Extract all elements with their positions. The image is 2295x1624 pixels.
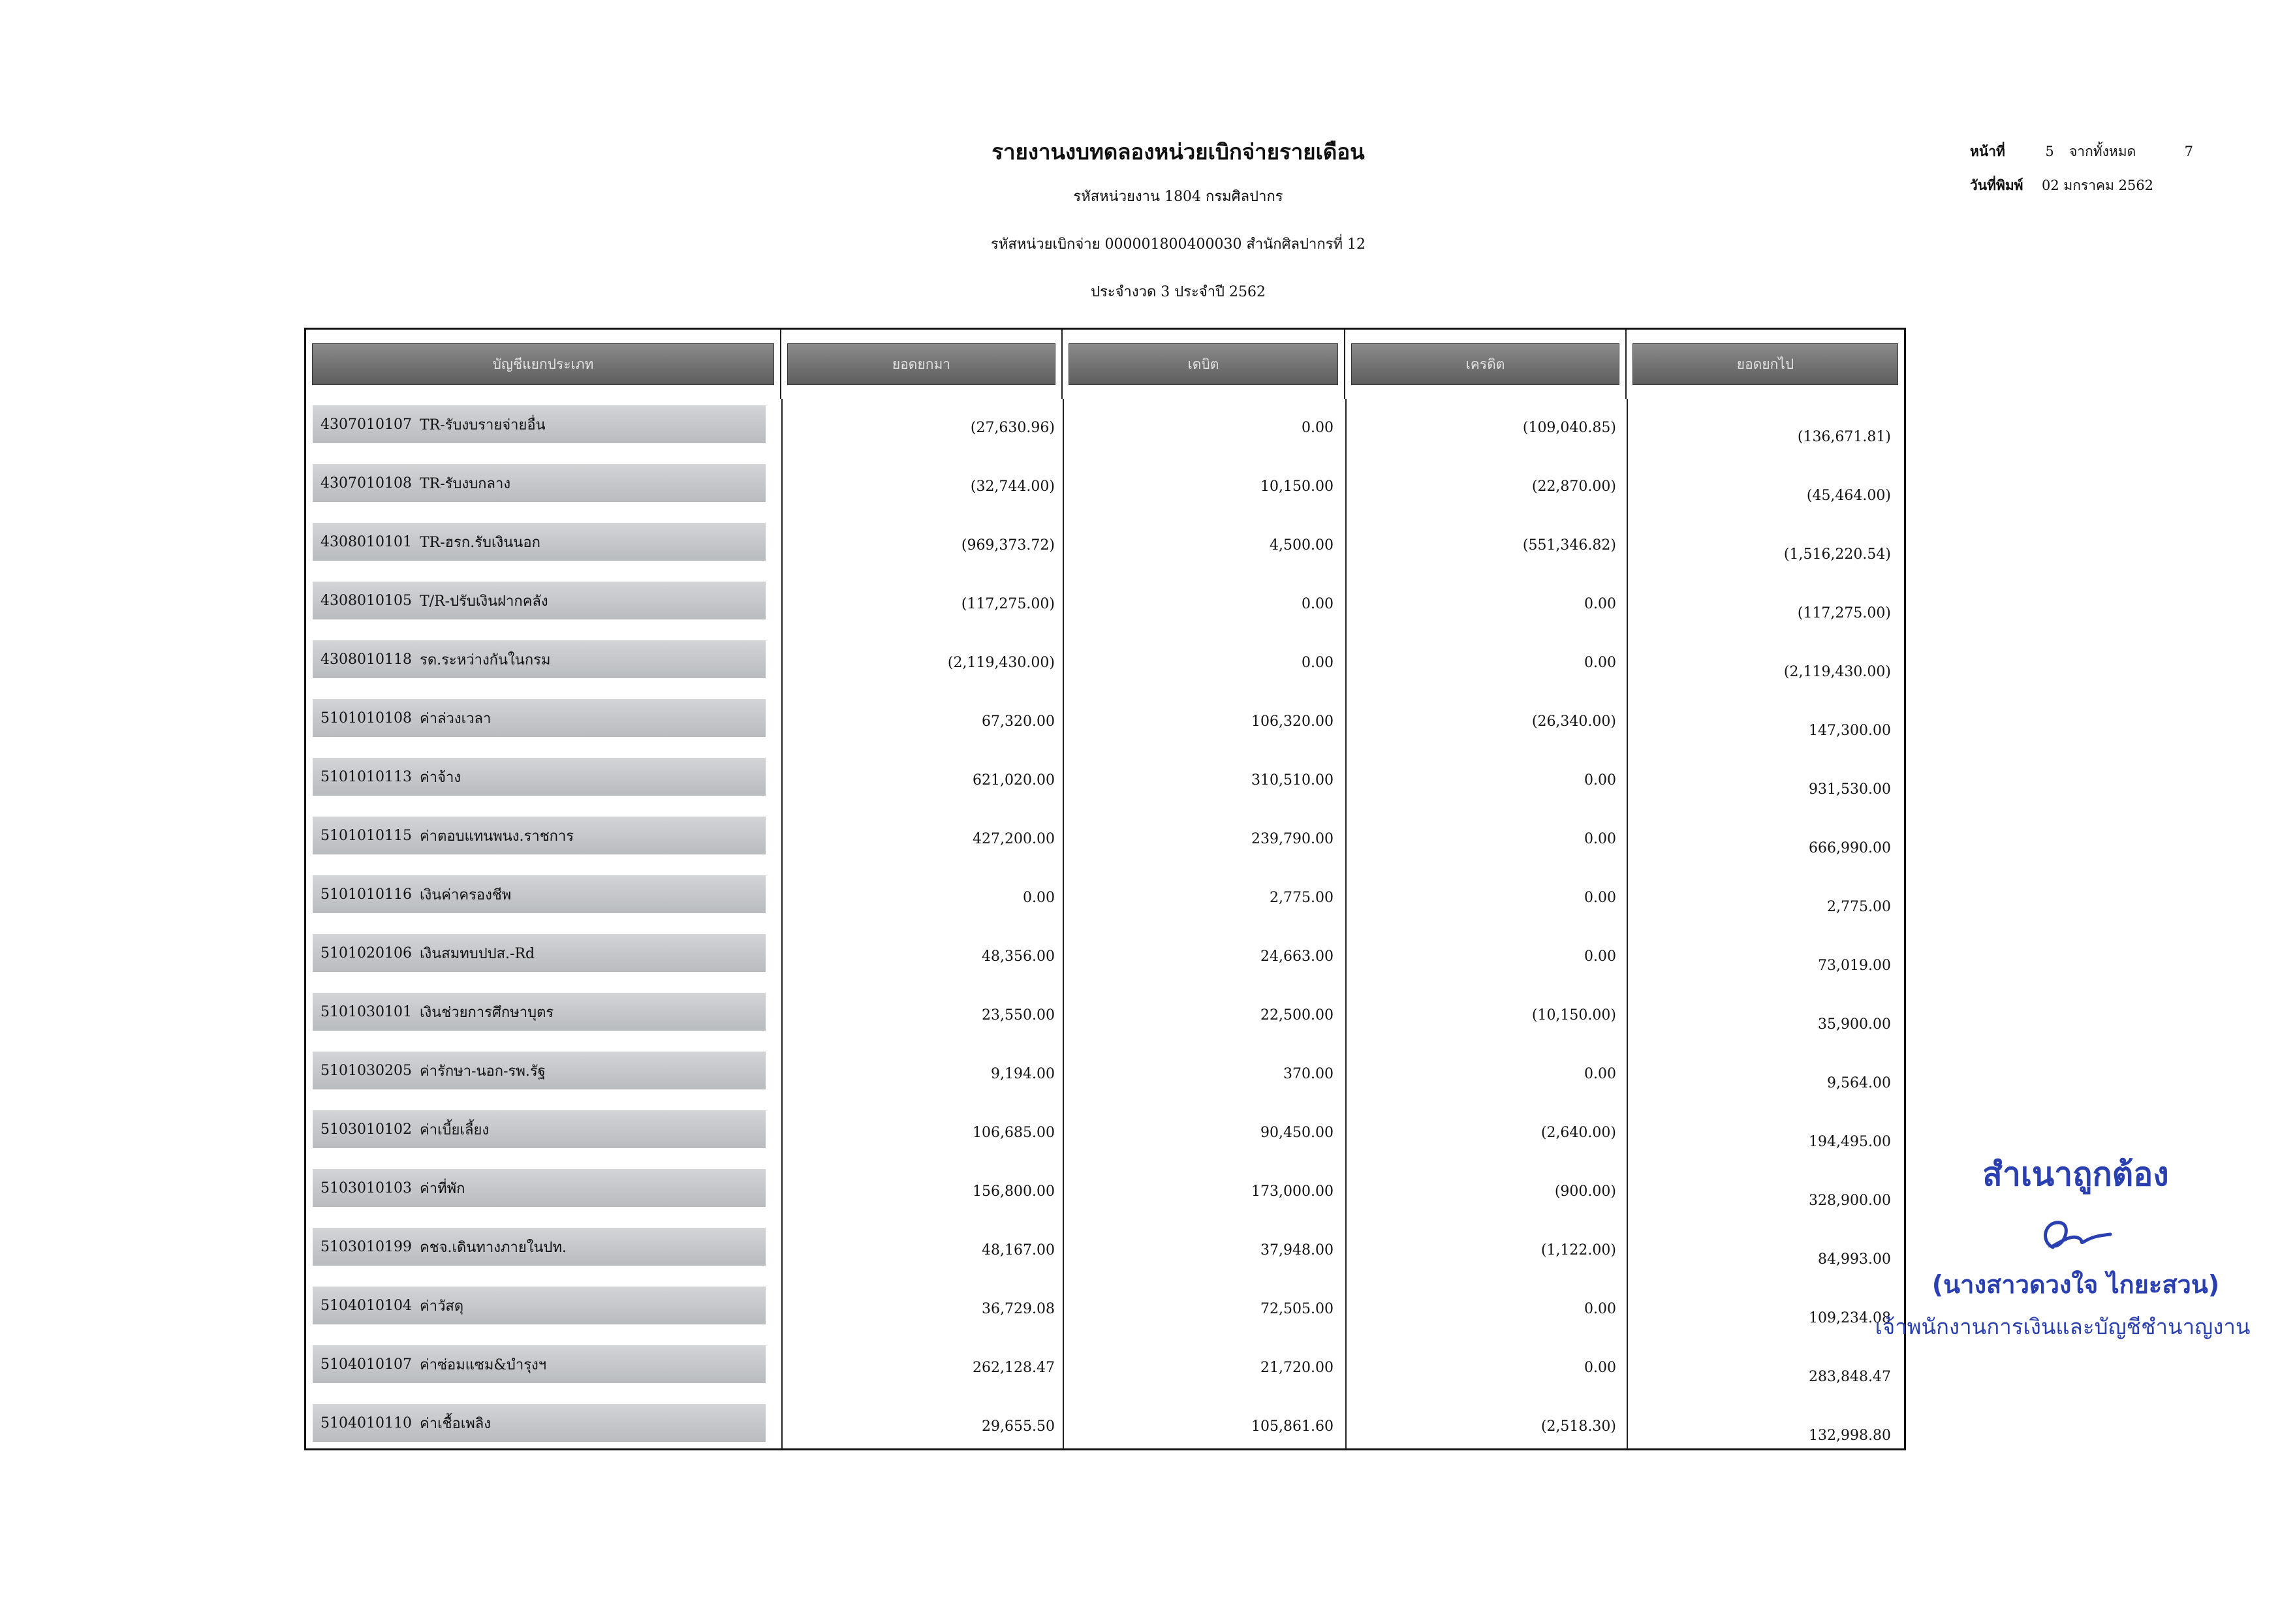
- debit-amount: 24,663.00: [1260, 948, 1334, 965]
- table-row: [306, 869, 1904, 928]
- credit-amount: (900.00): [1554, 1183, 1616, 1200]
- account-name: ค่าเชื้อเพลิง: [420, 1415, 491, 1432]
- credit-amount: 0.00: [1584, 831, 1616, 847]
- table-row: [306, 575, 1904, 634]
- table-row: [306, 1339, 1904, 1398]
- page-meta: [1970, 134, 2193, 202]
- credit-amount: 0.00: [1584, 948, 1616, 965]
- closing-balance: 9,564.00: [1827, 1075, 1891, 1091]
- opening-balance: 106,685.00: [973, 1125, 1055, 1141]
- table-row: [306, 1104, 1904, 1163]
- table-row: [306, 634, 1904, 693]
- account-name: เงินช่วยการศึกษาบุตร: [420, 1004, 554, 1021]
- column-header-account: บัญชีแยกประเภท: [306, 330, 781, 399]
- closing-balance: 73,019.00: [1818, 958, 1891, 974]
- table-header: [306, 330, 1904, 399]
- table-row: [306, 693, 1904, 751]
- table-row: [306, 458, 1904, 516]
- account-code: 4307010107: [320, 416, 412, 433]
- credit-amount: (26,340.00): [1531, 713, 1616, 730]
- column-header-opening: ยอดยกมา: [781, 330, 1063, 399]
- account-name: ค่าเบี้ยเลี้ยง: [420, 1121, 490, 1138]
- credit-amount: (10,150.00): [1531, 1007, 1616, 1023]
- table-body: [306, 399, 1904, 1448]
- account-code: 5101010116: [320, 886, 412, 903]
- account-cell: [313, 464, 766, 502]
- credit-amount: (551,346.82): [1522, 537, 1616, 554]
- account-name: ค่ารักษา-นอก-รพ.รัฐ: [420, 1063, 546, 1080]
- account-name: TR-รับงบกลาง: [420, 475, 511, 492]
- page-number: 5: [2045, 144, 2054, 159]
- account-code: 5101010108: [320, 710, 412, 726]
- closing-balance: (45,464.00): [1806, 488, 1891, 504]
- table-row: [306, 986, 1904, 1045]
- total-pages: 7: [2184, 144, 2193, 159]
- debit-amount: 0.00: [1302, 596, 1334, 612]
- debit-amount: 22,500.00: [1260, 1007, 1334, 1023]
- table-row: [306, 516, 1904, 575]
- closing-balance: (136,671.81): [1797, 429, 1891, 445]
- account-name: เงินค่าครองชีพ: [420, 886, 512, 903]
- account-cell: [313, 640, 766, 678]
- closing-balance: 109,234.08: [1809, 1310, 1891, 1326]
- credit-amount: 0.00: [1584, 890, 1616, 906]
- table-row: [306, 1221, 1904, 1280]
- closing-balance: (117,275.00): [1797, 605, 1891, 621]
- account-name: T/R-ปรับเงินฝากคลัง: [420, 593, 548, 610]
- account-name: ค่าที่พัก: [420, 1180, 465, 1197]
- credit-amount: 0.00: [1584, 1301, 1616, 1317]
- debit-amount: 0.00: [1302, 420, 1334, 436]
- account-cell: [313, 1345, 766, 1383]
- closing-balance: 666,990.00: [1809, 840, 1891, 856]
- credit-amount: 0.00: [1584, 596, 1616, 612]
- account-cell: [313, 758, 766, 796]
- trial-balance-table: [304, 328, 1906, 1450]
- table-row: [306, 1398, 1904, 1456]
- account-code: 5101010115: [320, 827, 412, 844]
- stamp-name: (นางสาวดวงใจ ไกยะสวน): [1931, 1270, 2220, 1299]
- account-code: 5101030205: [320, 1062, 412, 1079]
- account-code: 5103010199: [320, 1238, 412, 1255]
- account-name: ค่าตอบแทนพนง.ราชการ: [420, 828, 574, 845]
- account-code: 5104010110: [320, 1414, 412, 1431]
- account-cell: [313, 1169, 766, 1207]
- account-cell: [313, 934, 766, 972]
- stamp-position: เจ้าพนักงานการเงินและบัญชีชำนาญงาน: [1875, 1314, 2251, 1339]
- credit-amount: (2,518.30): [1540, 1418, 1616, 1435]
- table-row: [306, 928, 1904, 986]
- debit-amount: 239,790.00: [1251, 831, 1334, 847]
- report-header: [783, 131, 1573, 303]
- debit-amount: 106,320.00: [1251, 713, 1334, 730]
- credit-amount: (1,122.00): [1540, 1242, 1616, 1258]
- total-label: จากทั้งหมด: [2069, 143, 2136, 159]
- opening-balance: 48,167.00: [982, 1242, 1055, 1258]
- column-header-debit: เดบิต: [1063, 330, 1345, 399]
- debit-amount: 37,948.00: [1260, 1242, 1334, 1258]
- table-row: [306, 1280, 1904, 1339]
- debit-amount: 90,450.00: [1260, 1125, 1334, 1141]
- account-cell: [313, 582, 766, 619]
- closing-balance: 84,993.00: [1818, 1251, 1891, 1268]
- debit-amount: 10,150.00: [1260, 478, 1334, 495]
- account-code: 5103010102: [320, 1121, 412, 1138]
- account-code: 4308010105: [320, 592, 412, 609]
- account-code: 5104010107: [320, 1356, 412, 1373]
- opening-balance: 9,194.00: [991, 1066, 1055, 1082]
- credit-amount: 0.00: [1584, 772, 1616, 789]
- account-name: รด.ระหว่างกันในกรม: [420, 651, 551, 668]
- print-date-label: วันที่พิมพ์: [1970, 176, 2023, 193]
- account-name: คชจ.เดินทางภายในปท.: [420, 1239, 567, 1256]
- account-code: 4308010101: [320, 533, 412, 550]
- account-name: TR-ฮรก.รับเงินนอก: [420, 534, 540, 551]
- table-row: [306, 1045, 1904, 1104]
- account-cell: [313, 1110, 766, 1148]
- account-cell: [313, 405, 766, 443]
- account-code: 5101010113: [320, 768, 412, 785]
- closing-balance: 147,300.00: [1809, 723, 1891, 739]
- closing-balance: 328,900.00: [1809, 1193, 1891, 1209]
- opening-balance: 23,550.00: [982, 1007, 1055, 1023]
- account-cell: [313, 523, 766, 561]
- opening-balance: 29,655.50: [982, 1418, 1055, 1435]
- opening-balance: 262,128.47: [973, 1360, 1055, 1376]
- report-title: รายงานงบทดลองหน่วยเบิกจ่ายรายเดือน: [991, 139, 1365, 164]
- account-code: 5104010104: [320, 1297, 412, 1314]
- account-name: ค่าล่วงเวลา: [420, 710, 492, 727]
- opening-balance: 0.00: [1023, 890, 1055, 906]
- closing-balance: 283,848.47: [1809, 1369, 1891, 1385]
- table-row: [306, 1163, 1904, 1221]
- debit-amount: 370.00: [1283, 1066, 1334, 1082]
- stamp-title: สำเนาถูกต้อง: [1982, 1155, 2169, 1193]
- opening-balance: 427,200.00: [973, 831, 1055, 847]
- page-label: หน้าที่: [1970, 142, 2005, 159]
- opening-balance: 67,320.00: [982, 713, 1055, 730]
- credit-amount: 0.00: [1584, 1360, 1616, 1376]
- debit-amount: 105,861.60: [1251, 1418, 1334, 1435]
- opening-balance: 156,800.00: [973, 1183, 1055, 1200]
- debit-amount: 4,500.00: [1270, 537, 1334, 554]
- account-name: ค่าจ้าง: [420, 769, 461, 786]
- certification-stamp: [1875, 1149, 2272, 1344]
- closing-balance: (1,516,220.54): [1783, 546, 1891, 563]
- closing-balance: 194,495.00: [1809, 1134, 1891, 1150]
- debit-amount: 72,505.00: [1260, 1301, 1334, 1317]
- opening-balance: (32,744.00): [970, 478, 1055, 495]
- account-cell: [313, 875, 766, 913]
- account-name: TR-รับงบรายจ่ายอื่น: [420, 416, 546, 433]
- credit-amount: (109,040.85): [1522, 420, 1616, 436]
- account-code: 4307010108: [320, 475, 412, 492]
- account-cell: [313, 1404, 766, 1442]
- account-code: 5101030101: [320, 1003, 412, 1020]
- debit-amount: 173,000.00: [1251, 1183, 1334, 1200]
- account-name: เงินสมทบปปส.-Rd: [420, 945, 535, 962]
- closing-balance: 132,998.80: [1809, 1428, 1891, 1444]
- column-header-credit: เครดิต: [1345, 330, 1627, 399]
- opening-balance: (2,119,430.00): [947, 655, 1055, 671]
- debit-amount: 0.00: [1302, 655, 1334, 671]
- agency-line: รหัสหน่วยงาน 1804 กรมศิลปากร: [1073, 189, 1283, 205]
- account-code: 5101020106: [320, 945, 412, 961]
- opening-balance: 48,356.00: [982, 948, 1055, 965]
- account-cell: [313, 699, 766, 737]
- closing-balance: (2,119,430.00): [1783, 664, 1891, 680]
- opening-balance: (969,373.72): [961, 537, 1055, 554]
- account-cell: [313, 993, 766, 1031]
- account-cell: [313, 817, 766, 854]
- opening-balance: (27,630.96): [970, 420, 1055, 436]
- account-name: ค่าวัสดุ: [420, 1298, 464, 1315]
- disbursement-unit-line: รหัสหน่วยเบิกจ่าย 000001800400030 สำนักศิลปากรที่ 12: [991, 236, 1366, 253]
- closing-balance: 931,530.00: [1809, 781, 1891, 798]
- opening-balance: (117,275.00): [961, 596, 1055, 612]
- account-code: 4308010118: [320, 651, 412, 668]
- table-row: [306, 810, 1904, 869]
- account-name: ค่าซ่อมแซม&บำรุงฯ: [420, 1356, 547, 1373]
- closing-balance: 2,775.00: [1827, 899, 1891, 915]
- credit-amount: (22,870.00): [1531, 478, 1616, 495]
- signature-icon: [2033, 1215, 2118, 1260]
- opening-balance: 621,020.00: [973, 772, 1055, 789]
- table-row: [306, 751, 1904, 810]
- account-cell: [313, 1287, 766, 1324]
- column-header-closing: ยอดยกไป: [1627, 330, 1904, 399]
- closing-balance: 35,900.00: [1818, 1016, 1891, 1033]
- credit-amount: (2,640.00): [1540, 1125, 1616, 1141]
- credit-amount: 0.00: [1584, 1066, 1616, 1082]
- account-code: 5103010103: [320, 1179, 412, 1196]
- opening-balance: 36,729.08: [982, 1301, 1055, 1317]
- print-date: 02 มกราคม 2562: [2042, 177, 2154, 193]
- table-row: [306, 399, 1904, 458]
- period-line: ประจำงวด 3 ประจำปี 2562: [1091, 284, 1266, 300]
- debit-amount: 2,775.00: [1270, 890, 1334, 906]
- account-cell: [313, 1052, 766, 1089]
- account-cell: [313, 1228, 766, 1266]
- debit-amount: 21,720.00: [1260, 1360, 1334, 1376]
- credit-amount: 0.00: [1584, 655, 1616, 671]
- debit-amount: 310,510.00: [1251, 772, 1334, 789]
